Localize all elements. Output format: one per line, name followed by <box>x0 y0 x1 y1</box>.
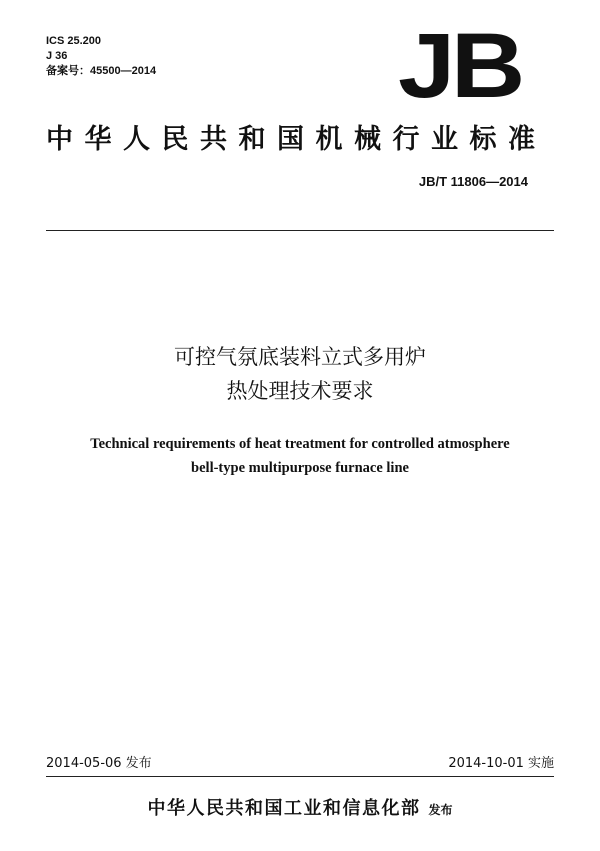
standard-category-title: 中华人民共和国机械行业标准 <box>46 124 547 155</box>
publisher-name: 中华人民共和国工业和信息化部 <box>147 798 421 819</box>
ccs-code: J 36 <box>46 50 68 62</box>
publisher-verb: 发布 <box>428 803 453 817</box>
implementation-date: 2014-10-01 实施 <box>448 756 554 771</box>
english-title-line-1: Technical requirements of heat treatment for controlled atmosphere <box>90 436 510 452</box>
chinese-title-line-1: 可控气氛底装料立式多用炉 <box>174 345 426 369</box>
publisher <box>0 794 600 820</box>
filing-number: 备案号：45500—2014 <box>46 65 157 77</box>
jb-logo: JB <box>398 15 521 117</box>
english-title-line-2: bell-type multipurpose furnace line <box>191 460 409 476</box>
classification-block <box>46 34 156 79</box>
footer-divider <box>46 776 554 777</box>
issue-date: 2014-05-06 发布 <box>46 756 152 771</box>
ics-code: ICS 25.200 <box>46 35 102 47</box>
standard-number: JB/T 11806—2014 <box>418 174 528 189</box>
chinese-title-line-2: 热处理技术要求 <box>226 379 374 403</box>
header-divider <box>46 230 554 231</box>
